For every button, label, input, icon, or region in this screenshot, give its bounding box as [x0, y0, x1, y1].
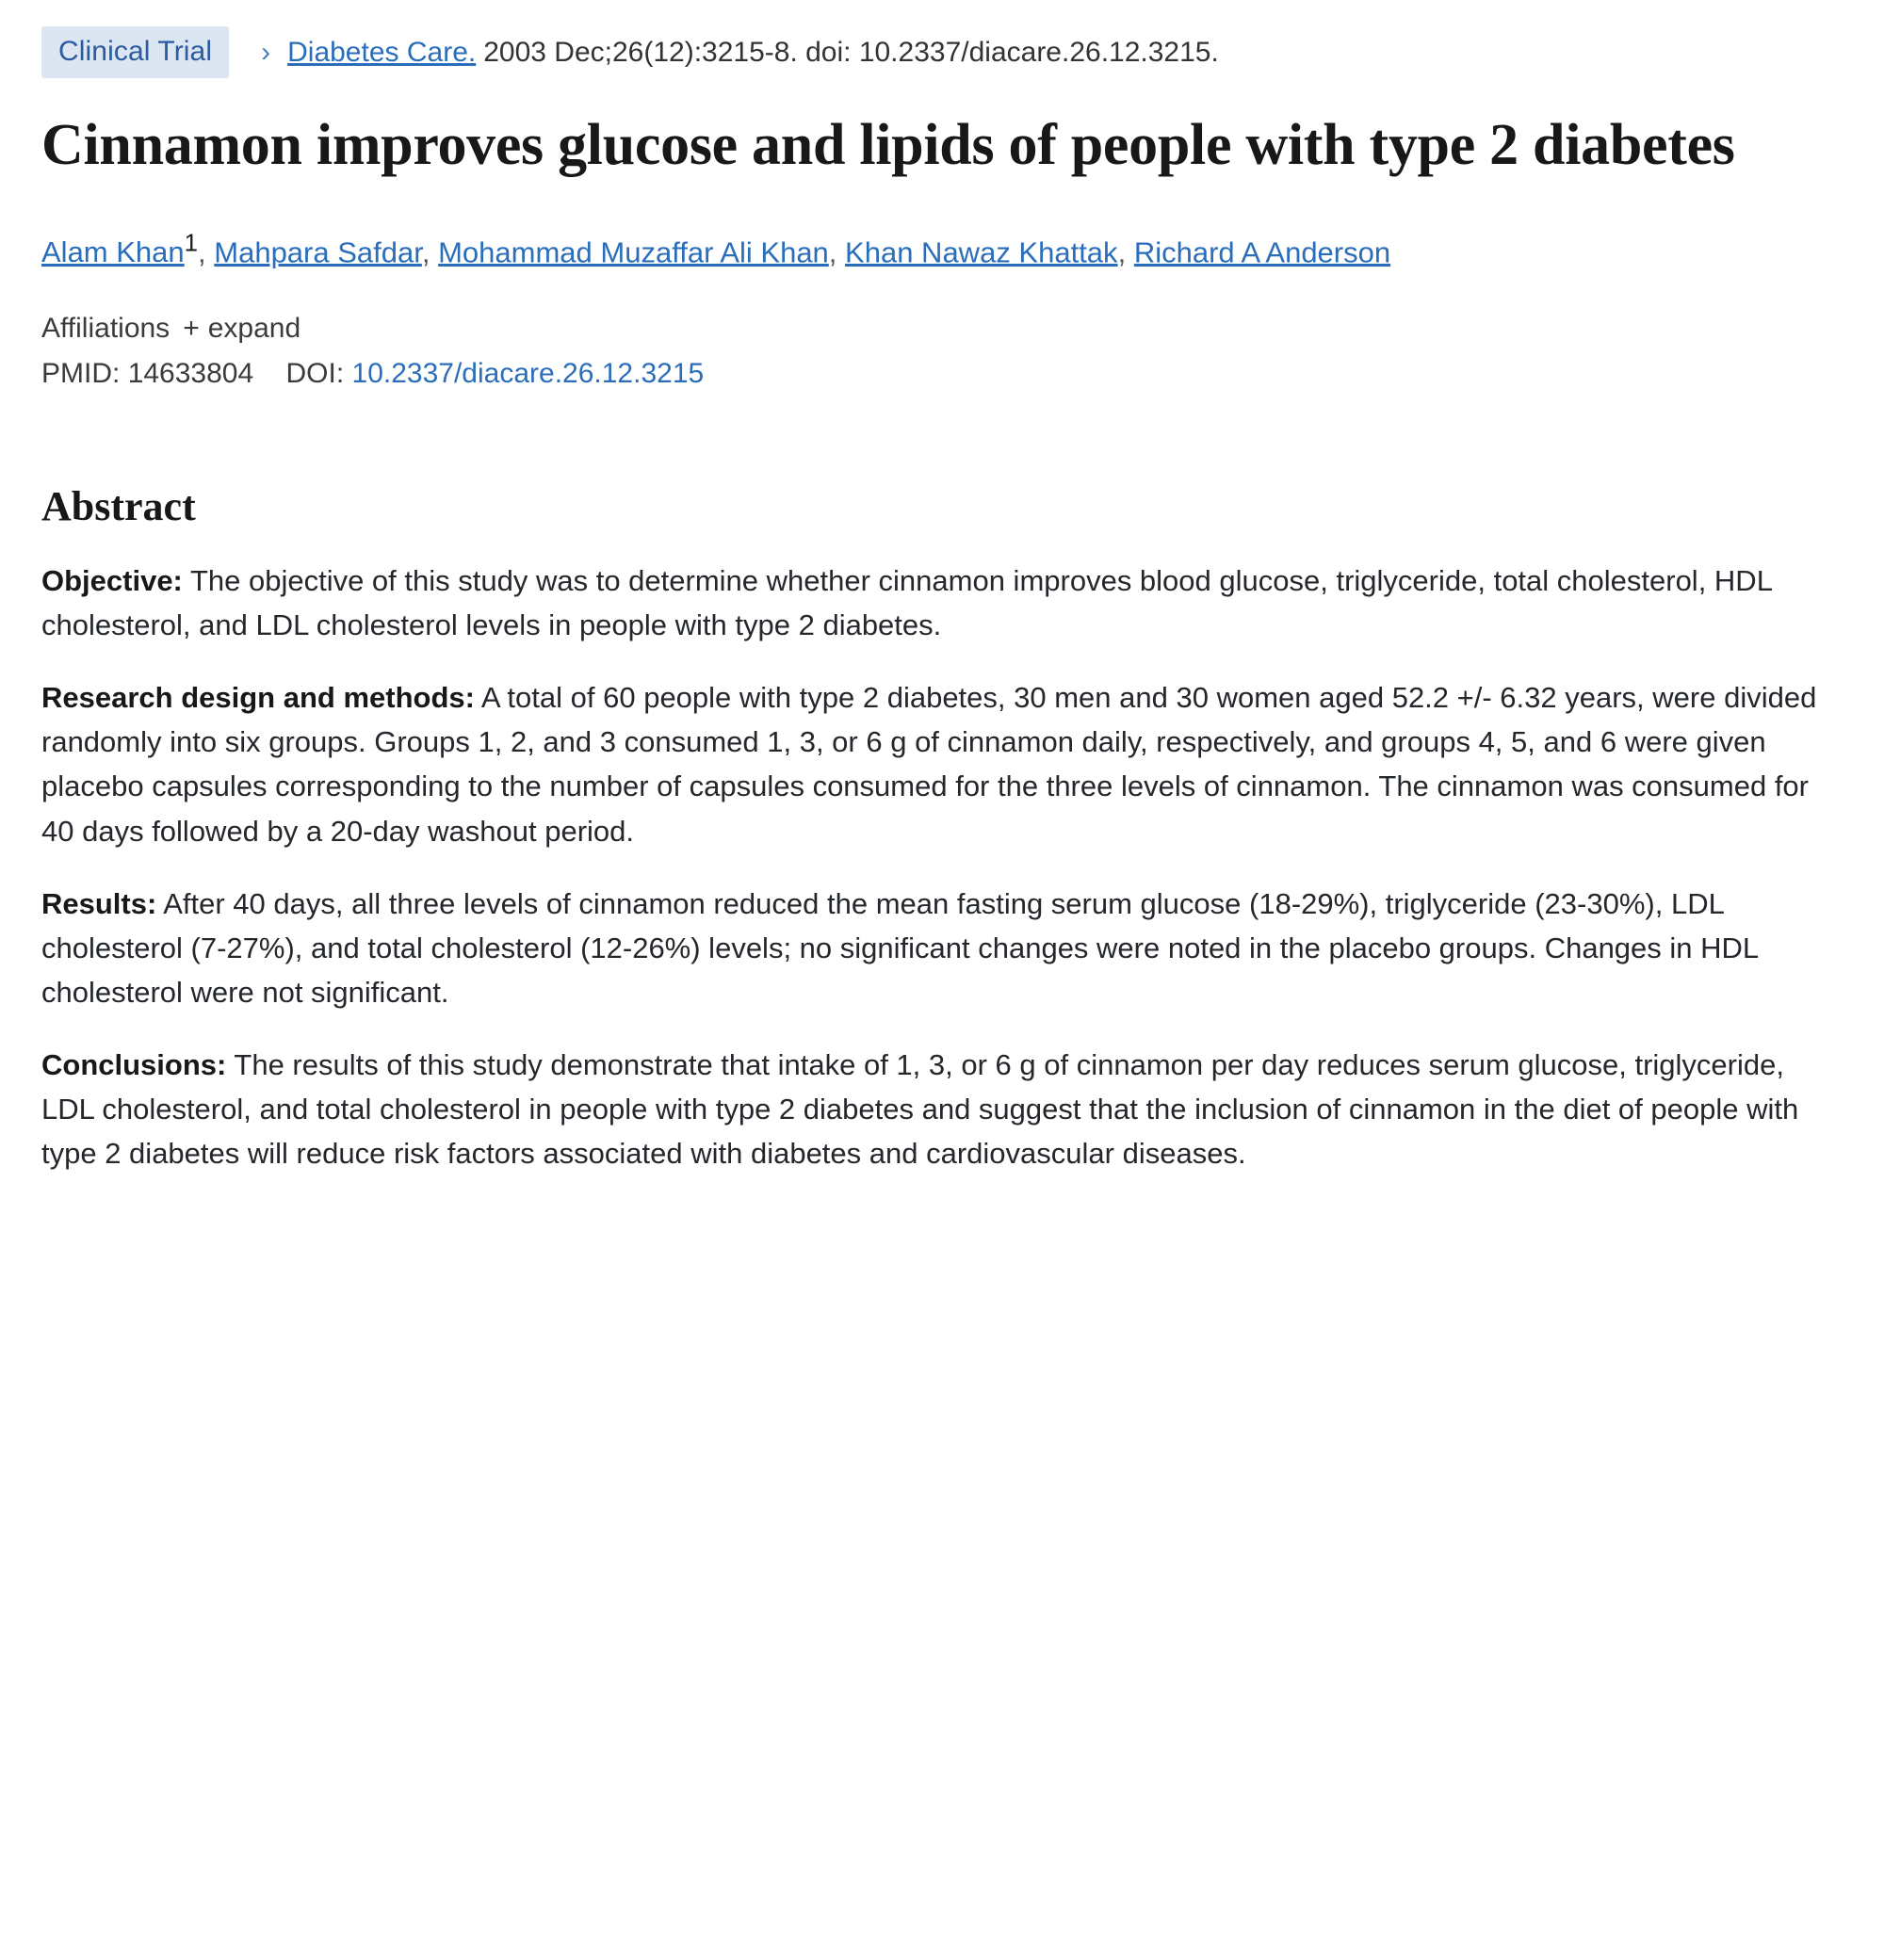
author-link[interactable]: Mohammad Muzaffar Ali Khan [438, 235, 829, 268]
section-label: Research design and methods: [41, 681, 475, 715]
author-list [41, 225, 1812, 275]
author-separator: , [828, 235, 837, 268]
author-separator: , [198, 235, 206, 268]
author-item[interactable] [214, 235, 422, 268]
author-item[interactable] [41, 230, 199, 268]
identifiers-row [41, 358, 1843, 390]
abstract-section-methods [41, 675, 1831, 852]
citation-details: 2003 Dec;26(12):3215-8. doi: 10.2337/diacare.26.12.3215. [483, 37, 1219, 68]
author-link[interactable]: Alam Khan [41, 235, 185, 268]
abstract-section-conclusions [41, 1043, 1831, 1175]
plus-icon: + [183, 313, 200, 344]
doi-label: DOI: [285, 358, 345, 389]
affiliations-label: Affiliations [41, 313, 171, 344]
publication-type-badge[interactable]: Clinical Trial [41, 26, 229, 78]
author-item[interactable] [1134, 235, 1390, 268]
section-label: Conclusions: [41, 1047, 227, 1081]
chevron-right-icon: › [261, 36, 271, 68]
pmid-label: PMID: [41, 358, 121, 389]
author-separator: , [1117, 235, 1127, 268]
section-text: A total of 60 people with type 2 diabetes, 30 men and 30 women aged 52.2 +/- 6.32 years, were divided randomly into six groups. Groups 1, 2, and 3 consumed 1, 3, or 6 g of cinnamon daily, respectively, and groups 4, 5, and 6 were given placebo capsules corresponding to the number of capsules consumed for the three levels of cinnamon. The cinnamon was consumed for 40 days followed by a 20-day washout period. [41, 681, 1817, 848]
section-label: Objective: [41, 564, 183, 597]
author-link[interactable]: Khan Nawaz Khattak [845, 235, 1118, 268]
section-text: The results of this study demonstrate that intake of 1, 3, or 6 g of cinnamon per day reduces serum glucose, triglyceride, LDL cholesterol, and total cholesterol in people with type 2 diabetes and suggest that the inclusion of cinnamon in the diet of people with type 2 diabetes will reduce risk factors associated with diabetes and cardiovascular diseases. [41, 1047, 1799, 1171]
author-link[interactable]: Richard A Anderson [1133, 235, 1391, 268]
author-link[interactable]: Mahpara Safdar [214, 235, 422, 268]
journal-link[interactable]: Diabetes Care. [287, 37, 477, 68]
section-label: Results: [41, 886, 157, 920]
page-title: Cinnamon improves glucose and lipids of people with type 2 diabetes [41, 113, 1735, 177]
affiliations-row [41, 313, 1843, 345]
abstract-section-objective [41, 559, 1831, 647]
expand-label: expand [207, 313, 301, 344]
doi-link[interactable]: 10.2337/diacare.26.12.3215 [351, 358, 705, 389]
pmid-value: 14633804 [127, 358, 254, 389]
section-text: After 40 days, all three levels of cinnamon reduced the mean fasting serum glucose (18-29%), triglyceride (23-30%), LDL cholesterol (7-27%), and total cholesterol (12-26%) levels; no significant changes were noted in the placebo groups. Changes in HDL cholesterol were not significant. [41, 886, 1759, 1009]
author-separator: , [421, 235, 430, 268]
section-text: The objective of this study was to determine whether cinnamon improves blood glucose, triglyceride, total cholesterol, HDL cholesterol, and LDL cholesterol levels in people with type 2 diabetes. [41, 564, 1772, 642]
abstract-heading: Abstract [41, 483, 196, 529]
abstract-section-results [41, 882, 1831, 1014]
expand-affiliations-button[interactable] [183, 313, 300, 345]
author-item[interactable] [438, 235, 829, 268]
author-item[interactable] [845, 235, 1118, 268]
citation-line [41, 26, 1843, 78]
author-affiliation-marker[interactable]: 1 [184, 230, 199, 257]
